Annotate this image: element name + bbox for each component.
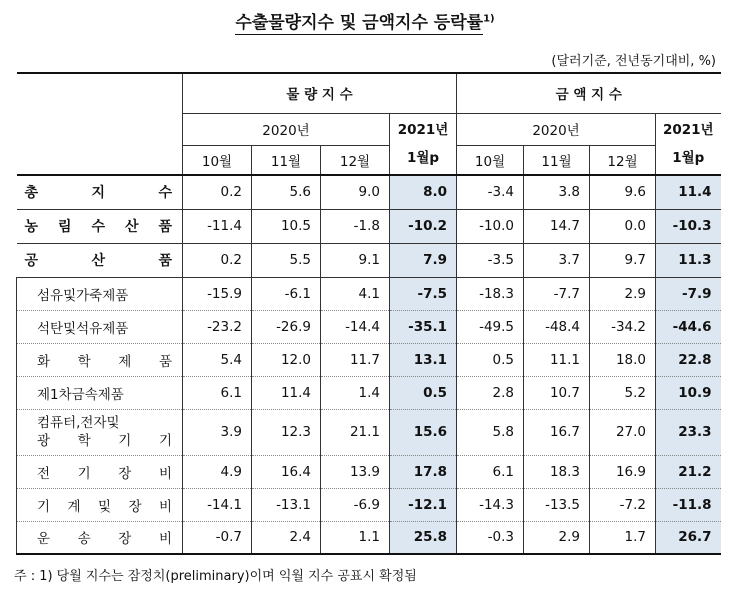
value-cell: -7.2: [590, 488, 656, 521]
header-blank: [17, 73, 183, 175]
header-value-m10: 10월: [457, 145, 524, 175]
footnote: 주 : 1) 당월 지수는 잠정치(preliminary)이며 익월 지수 공표시 확정됨: [14, 569, 417, 584]
volume-cell: 4.1: [321, 277, 390, 310]
value-cell: -7.7: [524, 277, 590, 310]
header-volume-2021: [390, 113, 457, 175]
volume-cell: 9.0: [321, 175, 390, 209]
value-cell: -11.8: [656, 488, 721, 521]
value-cell: 2.9: [524, 521, 590, 554]
volume-cell: 11.4: [252, 376, 321, 409]
header-volume-group: 물 량 지 수: [183, 73, 457, 113]
header-volume-2021-month: 1월p: [406, 149, 440, 166]
volume-cell: -35.1: [390, 310, 457, 343]
value-cell: 16.7: [524, 409, 590, 455]
volume-cell: 7.9: [390, 243, 457, 277]
row-label: 석탄및석유제품: [17, 310, 183, 343]
volume-cell: 5.4: [183, 343, 252, 376]
value-cell: 10.7: [524, 376, 590, 409]
volume-cell: 21.1: [321, 409, 390, 455]
row-label: 농 림 수 산 품: [17, 209, 183, 243]
value-cell: -18.3: [457, 277, 524, 310]
value-cell: 16.9: [590, 455, 656, 488]
volume-cell: -11.4: [183, 209, 252, 243]
volume-cell: -0.7: [183, 521, 252, 554]
volume-cell: 5.5: [252, 243, 321, 277]
header-value-2021: [656, 113, 721, 175]
value-cell: 5.8: [457, 409, 524, 455]
volume-cell: 4.9: [183, 455, 252, 488]
volume-cell: 13.1: [390, 343, 457, 376]
value-cell: 18.3: [524, 455, 590, 488]
row-label: [17, 409, 183, 455]
value-cell: 9.7: [590, 243, 656, 277]
volume-cell: 5.6: [252, 175, 321, 209]
table-row: [17, 455, 721, 488]
table-body: [17, 175, 721, 554]
value-cell: -14.3: [457, 488, 524, 521]
value-cell: -48.4: [524, 310, 590, 343]
value-cell: -49.5: [457, 310, 524, 343]
row-label-line2: 광 학 기 기: [37, 433, 172, 449]
volume-cell: 10.5: [252, 209, 321, 243]
title-footnote-mark: 1): [483, 13, 495, 25]
volume-cell: 0.2: [183, 175, 252, 209]
volume-cell: -13.1: [252, 488, 321, 521]
volume-cell: -15.9: [183, 277, 252, 310]
value-cell: 9.6: [590, 175, 656, 209]
volume-cell: -1.8: [321, 209, 390, 243]
row-label: 제1차금속제품: [17, 376, 183, 409]
volume-cell: -6.1: [252, 277, 321, 310]
value-cell: 14.7: [524, 209, 590, 243]
value-cell: 2.9: [590, 277, 656, 310]
value-cell: -34.2: [590, 310, 656, 343]
table-row: [17, 521, 721, 554]
table-title: [0, 8, 730, 33]
header-value-2020: 2020년: [457, 113, 656, 145]
value-cell: 3.8: [524, 175, 590, 209]
volume-cell: -26.9: [252, 310, 321, 343]
volume-cell: 25.8: [390, 521, 457, 554]
volume-cell: 16.4: [252, 455, 321, 488]
header-volume-2020: 2020년: [183, 113, 390, 145]
value-cell: -10.3: [656, 209, 721, 243]
header-volume-2021-year: 2021년: [397, 121, 449, 138]
row-label: 총 지 수: [17, 175, 183, 209]
row-label: 운 송 장 비: [17, 521, 183, 554]
value-cell: 18.0: [590, 343, 656, 376]
header-value-group: 금 액 지 수: [457, 73, 721, 113]
volume-cell: 8.0: [390, 175, 457, 209]
value-cell: 23.3: [656, 409, 721, 455]
value-cell: -7.9: [656, 277, 721, 310]
volume-cell: -14.1: [183, 488, 252, 521]
value-cell: 6.1: [457, 455, 524, 488]
volume-cell: 12.3: [252, 409, 321, 455]
volume-cell: 15.6: [390, 409, 457, 455]
value-cell: -10.0: [457, 209, 524, 243]
value-cell: 26.7: [656, 521, 721, 554]
header-value-2021-month: 1월p: [672, 149, 705, 166]
value-cell: 11.1: [524, 343, 590, 376]
row-label: 공 산 품: [17, 243, 183, 277]
table-row: [17, 243, 721, 277]
value-cell: 10.9: [656, 376, 721, 409]
volume-cell: -10.2: [390, 209, 457, 243]
value-cell: 11.3: [656, 243, 721, 277]
table-row: [17, 409, 721, 455]
index-table: [16, 72, 721, 555]
volume-cell: 6.1: [183, 376, 252, 409]
volume-cell: 11.7: [321, 343, 390, 376]
volume-cell: 0.5: [390, 376, 457, 409]
value-cell: 0.0: [590, 209, 656, 243]
value-cell: -3.5: [457, 243, 524, 277]
volume-cell: -6.9: [321, 488, 390, 521]
row-label-line1: 컴퓨터,전자및: [37, 415, 120, 431]
table-row: [17, 209, 721, 243]
volume-cell: -14.4: [321, 310, 390, 343]
value-cell: -44.6: [656, 310, 721, 343]
value-cell: 27.0: [590, 409, 656, 455]
table-row: [17, 310, 721, 343]
header-volume-m12: 12월: [321, 145, 390, 175]
value-cell: 2.8: [457, 376, 524, 409]
value-cell: 0.5: [457, 343, 524, 376]
volume-cell: -12.1: [390, 488, 457, 521]
table-header: [17, 73, 721, 175]
volume-cell: 13.9: [321, 455, 390, 488]
volume-cell: 12.0: [252, 343, 321, 376]
volume-cell: 3.9: [183, 409, 252, 455]
value-cell: 11.4: [656, 175, 721, 209]
value-cell: -3.4: [457, 175, 524, 209]
unit-caption: (달러기준, 전년동기대비, %): [551, 54, 716, 69]
header-value-m11: 11월: [524, 145, 590, 175]
volume-cell: 1.1: [321, 521, 390, 554]
table-row: [17, 277, 721, 310]
value-cell: 21.2: [656, 455, 721, 488]
row-label: 섬유및가죽제품: [17, 277, 183, 310]
row-label: 전 기 장 비: [17, 455, 183, 488]
value-cell: 1.7: [590, 521, 656, 554]
value-cell: -0.3: [457, 521, 524, 554]
table-row: [17, 376, 721, 409]
table-row: [17, 488, 721, 521]
row-label: 화 학 제 품: [17, 343, 183, 376]
volume-cell: 17.8: [390, 455, 457, 488]
row-label: 기 계 및 장 비: [17, 488, 183, 521]
header-volume-m10: 10월: [183, 145, 252, 175]
header-value-m12: 12월: [590, 145, 656, 175]
value-cell: -13.5: [524, 488, 590, 521]
header-value-2021-year: 2021년: [662, 121, 714, 138]
volume-cell: 0.2: [183, 243, 252, 277]
volume-cell: -7.5: [390, 277, 457, 310]
value-cell: 22.8: [656, 343, 721, 376]
table-row: [17, 175, 721, 209]
value-cell: 5.2: [590, 376, 656, 409]
volume-cell: 1.4: [321, 376, 390, 409]
value-cell: 3.7: [524, 243, 590, 277]
volume-cell: 2.4: [252, 521, 321, 554]
title-text: 수출물량지수 및 금액지수 등락률: [235, 13, 484, 33]
header-volume-m11: 11월: [252, 145, 321, 175]
volume-cell: -23.2: [183, 310, 252, 343]
volume-cell: 9.1: [321, 243, 390, 277]
table-row: [17, 343, 721, 376]
